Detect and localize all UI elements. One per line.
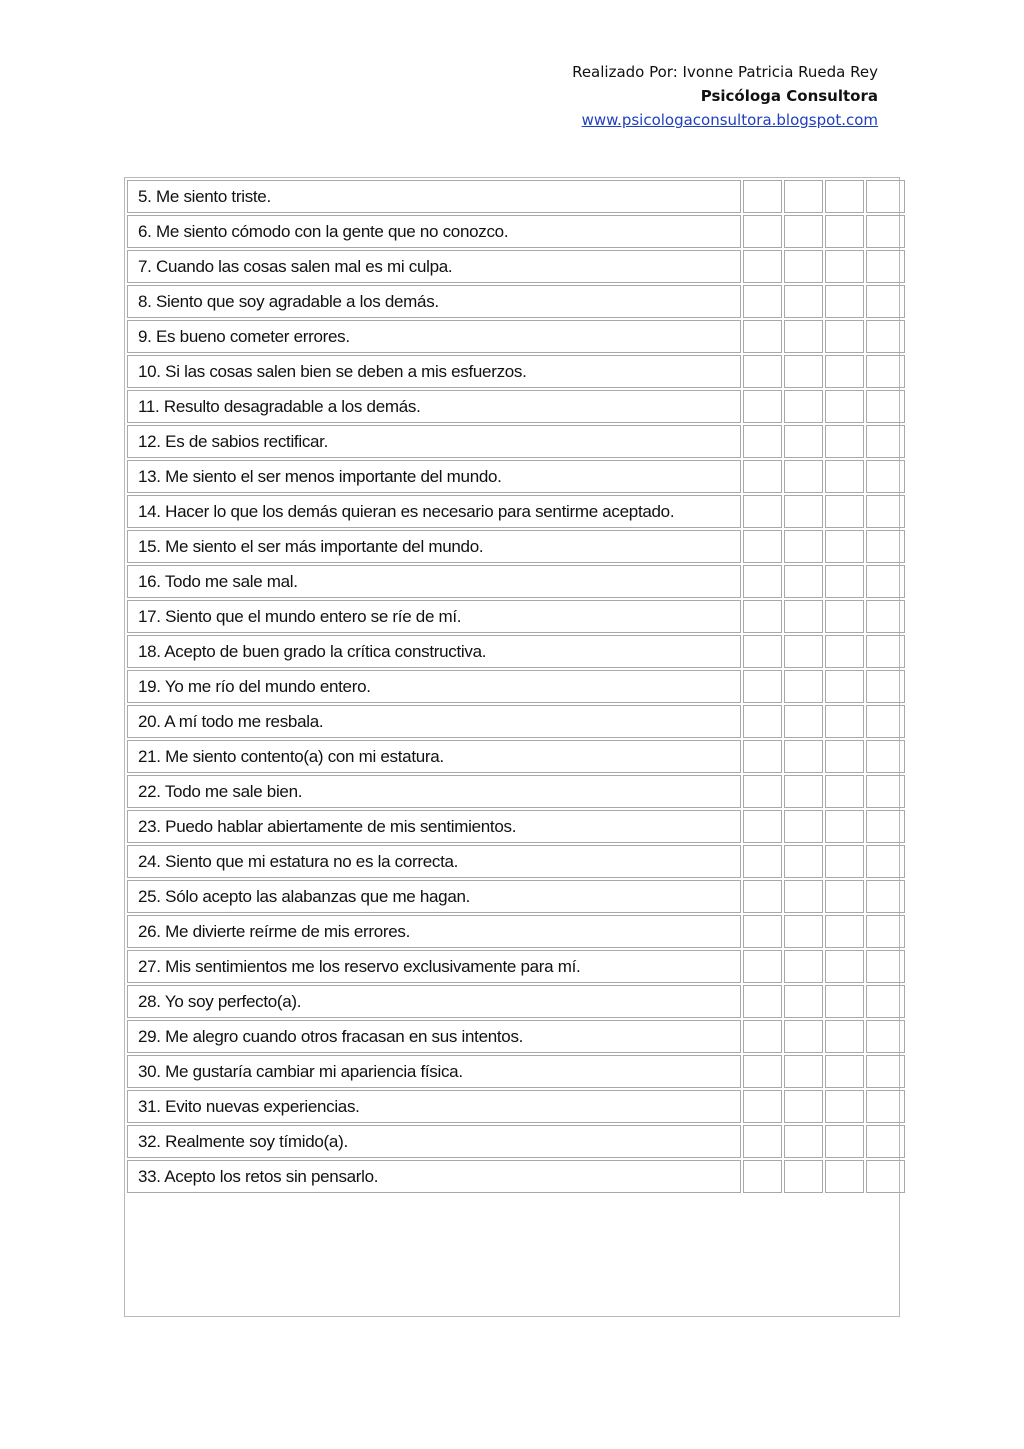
question-row (127, 390, 905, 423)
answer-cell[interactable] (866, 180, 905, 213)
answer-cell[interactable] (825, 355, 864, 388)
question-text: 33. Acepto los retos sin pensarlo. (127, 1160, 741, 1193)
answer-cell[interactable] (825, 1125, 864, 1158)
answer-cell[interactable] (866, 495, 905, 528)
answer-cell[interactable] (825, 320, 864, 353)
answer-cell[interactable] (825, 740, 864, 773)
question-text: 14. Hacer lo que los demás quieran es necesario para sentirme aceptado. (127, 495, 741, 528)
answer-cell[interactable] (784, 355, 823, 388)
question-text: 15. Me siento el ser más importante del mundo. (127, 530, 741, 563)
question-text: 29. Me alegro cuando otros fracasan en sus intentos. (127, 1020, 741, 1053)
question-row (127, 950, 905, 983)
answer-cell[interactable] (743, 1020, 782, 1053)
answer-cell[interactable] (784, 285, 823, 318)
answer-cell[interactable] (866, 705, 905, 738)
question-text: 7. Cuando las cosas salen mal es mi culpa. (127, 250, 741, 283)
question-row (127, 495, 905, 528)
answer-cell[interactable] (866, 390, 905, 423)
answer-cell[interactable] (743, 915, 782, 948)
answer-cell[interactable] (825, 635, 864, 668)
answer-cell[interactable] (743, 1160, 782, 1193)
answer-cell[interactable] (743, 425, 782, 458)
answer-cell[interactable] (743, 635, 782, 668)
question-row (127, 1125, 905, 1158)
answer-cell[interactable] (866, 985, 905, 1018)
question-row (127, 285, 905, 318)
answer-cell[interactable] (743, 775, 782, 808)
answer-cell[interactable] (743, 985, 782, 1018)
answer-cell[interactable] (743, 215, 782, 248)
answer-cell[interactable] (825, 880, 864, 913)
answer-cell[interactable] (743, 1125, 782, 1158)
answer-cell[interactable] (784, 670, 823, 703)
answer-cell[interactable] (743, 950, 782, 983)
answer-cell[interactable] (825, 390, 864, 423)
website-link[interactable]: www.psicologaconsultora.blogspot.com (581, 111, 878, 129)
answer-cell[interactable] (825, 530, 864, 563)
answer-cell[interactable] (784, 320, 823, 353)
answer-cell[interactable] (743, 390, 782, 423)
question-text: 12. Es de sabios rectificar. (127, 425, 741, 458)
answer-cell[interactable] (825, 670, 864, 703)
question-text: 16. Todo me sale mal. (127, 565, 741, 598)
answer-cell[interactable] (825, 600, 864, 633)
answer-cell[interactable] (784, 915, 823, 948)
answer-cell[interactable] (825, 215, 864, 248)
answer-cell[interactable] (784, 250, 823, 283)
answer-cell[interactable] (825, 775, 864, 808)
answer-cell[interactable] (825, 1160, 864, 1193)
answer-cell[interactable] (825, 705, 864, 738)
question-text: 13. Me siento el ser menos importante del mundo. (127, 460, 741, 493)
answer-cell[interactable] (866, 1160, 905, 1193)
answer-cell[interactable] (784, 740, 823, 773)
question-row (127, 880, 905, 913)
question-text: 27. Mis sentimientos me los reservo exclusivamente para mí. (127, 950, 741, 983)
question-text: 23. Puedo hablar abiertamente de mis sentimientos. (127, 810, 741, 843)
question-row (127, 775, 905, 808)
answer-cell[interactable] (825, 495, 864, 528)
answer-cell[interactable] (866, 425, 905, 458)
question-row (127, 705, 905, 738)
answer-cell[interactable] (784, 530, 823, 563)
answer-cell[interactable] (866, 845, 905, 878)
answer-cell[interactable] (866, 1055, 905, 1088)
question-text: 24. Siento que mi estatura no es la correcta. (127, 845, 741, 878)
answer-cell[interactable] (866, 1090, 905, 1123)
answer-cell[interactable] (784, 1125, 823, 1158)
answer-cell[interactable] (866, 810, 905, 843)
question-row (127, 600, 905, 633)
answer-cell[interactable] (866, 635, 905, 668)
answer-cell[interactable] (866, 215, 905, 248)
question-row (127, 740, 905, 773)
question-row (127, 530, 905, 563)
answer-cell[interactable] (784, 495, 823, 528)
question-text: 17. Siento que el mundo entero se ríe de mí. (127, 600, 741, 633)
question-text: 5. Me siento triste. (127, 180, 741, 213)
answer-cell[interactable] (866, 880, 905, 913)
answer-cell[interactable] (743, 705, 782, 738)
answer-cell[interactable] (784, 600, 823, 633)
answer-cell[interactable] (743, 285, 782, 318)
answer-cell[interactable] (825, 180, 864, 213)
answer-cell[interactable] (866, 460, 905, 493)
question-text: 8. Siento que soy agradable a los demás. (127, 285, 741, 318)
answer-cell[interactable] (825, 565, 864, 598)
answer-cell[interactable] (784, 845, 823, 878)
answer-cell[interactable] (743, 495, 782, 528)
answer-cell[interactable] (743, 880, 782, 913)
answer-cell[interactable] (784, 460, 823, 493)
answer-cell[interactable] (825, 985, 864, 1018)
question-text: 6. Me siento cómodo con la gente que no conozco. (127, 215, 741, 248)
answer-cell[interactable] (784, 985, 823, 1018)
answer-cell[interactable] (825, 425, 864, 458)
answer-cell[interactable] (743, 320, 782, 353)
question-row (127, 985, 905, 1018)
question-row (127, 810, 905, 843)
questionnaire-table (125, 178, 907, 1195)
question-row (127, 1020, 905, 1053)
answer-cell[interactable] (743, 845, 782, 878)
answer-cell[interactable] (825, 845, 864, 878)
answer-cell[interactable] (784, 215, 823, 248)
answer-cell[interactable] (743, 180, 782, 213)
answer-cell[interactable] (784, 950, 823, 983)
question-row (127, 670, 905, 703)
answer-cell[interactable] (866, 740, 905, 773)
question-text: 21. Me siento contento(a) con mi estatura. (127, 740, 741, 773)
question-row (127, 320, 905, 353)
answer-cell[interactable] (866, 320, 905, 353)
question-row (127, 915, 905, 948)
answer-cell[interactable] (784, 775, 823, 808)
question-row (127, 1160, 905, 1193)
answer-cell[interactable] (743, 1055, 782, 1088)
answer-cell[interactable] (866, 530, 905, 563)
question-text: 9. Es bueno cometer errores. (127, 320, 741, 353)
questionnaire-body (127, 180, 905, 1193)
answer-cell[interactable] (743, 355, 782, 388)
question-row (127, 180, 905, 213)
answer-cell[interactable] (784, 390, 823, 423)
question-text: 18. Acepto de buen grado la crítica constructiva. (127, 635, 741, 668)
answer-cell[interactable] (743, 460, 782, 493)
answer-cell[interactable] (784, 810, 823, 843)
answer-cell[interactable] (743, 530, 782, 563)
answer-cell[interactable] (743, 600, 782, 633)
question-row (127, 565, 905, 598)
answer-cell[interactable] (866, 285, 905, 318)
answer-cell[interactable] (743, 1090, 782, 1123)
answer-cell[interactable] (866, 1020, 905, 1053)
answer-cell[interactable] (866, 950, 905, 983)
answer-cell[interactable] (825, 1090, 864, 1123)
answer-cell[interactable] (866, 1125, 905, 1158)
question-text: 20. A mí todo me resbala. (127, 705, 741, 738)
question-text: 32. Realmente soy tímido(a). (127, 1125, 741, 1158)
question-text: 10. Si las cosas salen bien se deben a mis esfuerzos. (127, 355, 741, 388)
question-text: 22. Todo me sale bien. (127, 775, 741, 808)
document-header (572, 60, 878, 132)
question-row (127, 250, 905, 283)
answer-cell[interactable] (825, 285, 864, 318)
question-row (127, 460, 905, 493)
question-row (127, 1055, 905, 1088)
answer-cell[interactable] (866, 250, 905, 283)
question-row (127, 635, 905, 668)
answer-cell[interactable] (784, 180, 823, 213)
answer-cell[interactable] (784, 705, 823, 738)
answer-cell[interactable] (743, 670, 782, 703)
question-text: 11. Resulto desagradable a los demás. (127, 390, 741, 423)
answer-cell[interactable] (825, 1055, 864, 1088)
answer-cell[interactable] (866, 670, 905, 703)
questionnaire-table-frame (124, 177, 900, 1317)
question-row (127, 425, 905, 458)
answer-cell[interactable] (784, 635, 823, 668)
answer-cell[interactable] (784, 1160, 823, 1193)
answer-cell[interactable] (866, 565, 905, 598)
question-text: 31. Evito nuevas experiencias. (127, 1090, 741, 1123)
answer-cell[interactable] (825, 250, 864, 283)
question-text: 28. Yo soy perfecto(a). (127, 985, 741, 1018)
answer-cell[interactable] (743, 250, 782, 283)
answer-cell[interactable] (784, 1055, 823, 1088)
answer-cell[interactable] (866, 355, 905, 388)
answer-cell[interactable] (825, 915, 864, 948)
answer-cell[interactable] (825, 950, 864, 983)
answer-cell[interactable] (743, 810, 782, 843)
answer-cell[interactable] (784, 565, 823, 598)
question-row (127, 215, 905, 248)
question-text: 19. Yo me río del mundo entero. (127, 670, 741, 703)
answer-cell[interactable] (866, 915, 905, 948)
author-line: Realizado Por: Ivonne Patricia Rueda Rey (572, 63, 878, 81)
answer-cell[interactable] (743, 565, 782, 598)
answer-cell[interactable] (825, 810, 864, 843)
answer-cell[interactable] (784, 1020, 823, 1053)
answer-cell[interactable] (866, 775, 905, 808)
answer-cell[interactable] (825, 1020, 864, 1053)
question-text: 26. Me divierte reírme de mis errores. (127, 915, 741, 948)
question-row (127, 1090, 905, 1123)
answer-cell[interactable] (825, 460, 864, 493)
answer-cell[interactable] (743, 740, 782, 773)
question-row (127, 845, 905, 878)
author-role: Psicóloga Consultora (700, 87, 878, 105)
question-text: 25. Sólo acepto las alabanzas que me hagan. (127, 880, 741, 913)
question-row (127, 355, 905, 388)
question-text: 30. Me gustaría cambiar mi apariencia física. (127, 1055, 741, 1088)
answer-cell[interactable] (784, 425, 823, 458)
answer-cell[interactable] (866, 600, 905, 633)
answer-cell[interactable] (784, 880, 823, 913)
answer-cell[interactable] (784, 1090, 823, 1123)
